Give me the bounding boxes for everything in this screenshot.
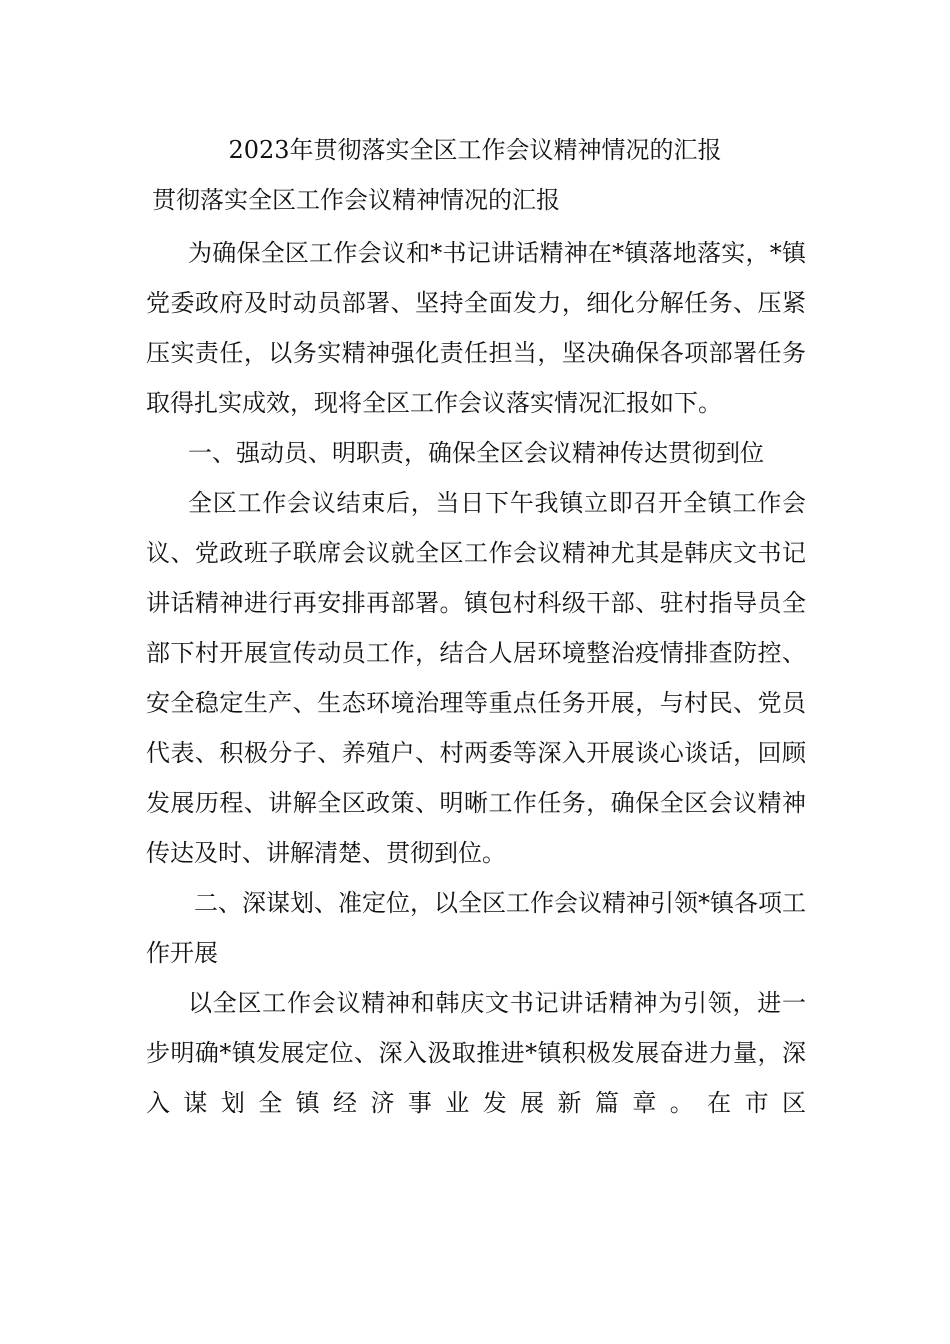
document-subtitle: 贯彻落实全区工作会议精神情况的汇报 — [152, 186, 560, 214]
section-1-heading: 一、强动员、明职责，确保全区会议精神传达贯彻到位 — [188, 439, 764, 467]
section-1-paragraph: 全区工作会议结束后，当日下午我镇立即召开全镇工作会议、党政班子联席会议就全区工作会议精神尤其是韩庆文书记讲话精神进行再安排再部署。镇包村科级干部、驻村指导员全部下村开展宣传动员工作，结合人居环境整治疫情排查防控、安全稳定生产、生态环境治理等重点任务开展，与村民、党员代表、积极分子、养殖户、村两委等深入开展谈心谈话，回顾发展历程、讲解全区政策、明晰工作任务，确保全区会议精神传达及时、讲解清楚、贯彻到位。 — [146, 489, 806, 867]
section-2-paragraph: 以全区工作会议精神和韩庆文书记讲话精神为引领，进一步明确*镇发展定位、深入汲取推进*镇积极发展奋进力量，深入谋划全镇经济事业发展新篇章。在市区 — [146, 989, 806, 1117]
document-body — [146, 228, 806, 1128]
section-2-heading: 二、深谋划、准定位，以全区工作会议精神引领*镇各项工作开展 — [146, 889, 806, 967]
intro-paragraph: 为确保全区工作会议和*书记讲话精神在*镇落地落实，*镇党委政府及时动员部署、坚持全面发力，细化分解任务、压紧压实责任，以务实精神强化责任担当，坚决确保各项部署任务取得扎实成效，现将全区工作会议落实情况汇报如下。 — [146, 239, 806, 417]
document-title: 2023年贯彻落实全区工作会议精神情况的汇报 — [228, 136, 722, 164]
